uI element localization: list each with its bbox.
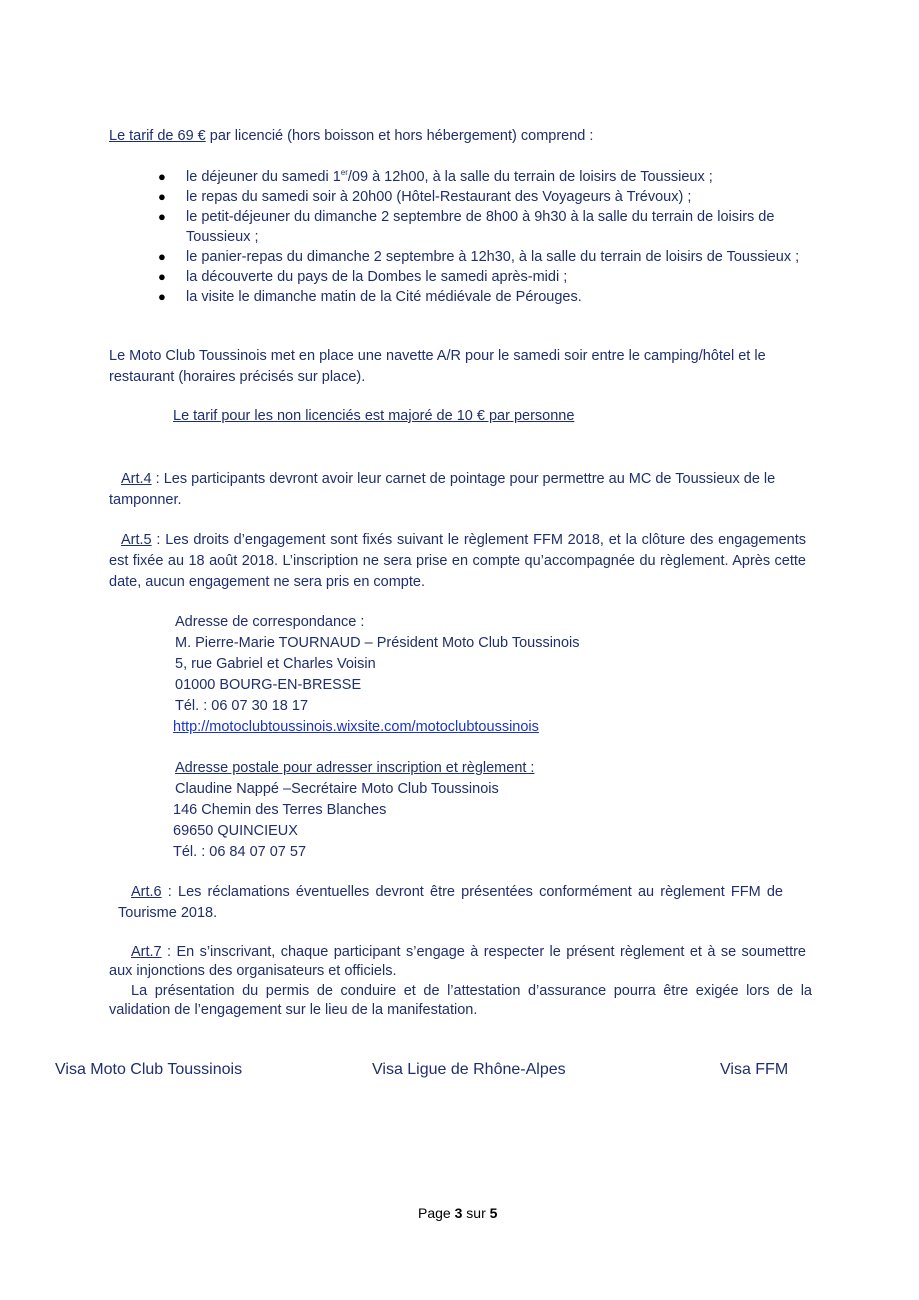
postal-street: 146 Chemin des Terres Blanches xyxy=(173,802,387,818)
correspondence-city: 01000 BOURG-EN-BRESSE xyxy=(175,677,362,693)
bullet-icon: ● xyxy=(158,249,166,264)
bullet-icon: ● xyxy=(158,289,166,304)
article-4-text: : Les participants devront avoir leur carnet de pointage pour permettre au MC de Toussieux de le tamponner. xyxy=(109,471,776,508)
correspondence-phone: Tél. : 06 07 30 18 17 xyxy=(175,698,309,714)
list-item: ● le repas du samedi soir à 20h00 (Hôtel-Restaurant des Voyageurs à Trévoux) ; xyxy=(158,189,692,205)
article-6 xyxy=(118,882,783,924)
club-website-link[interactable]: http://motoclubtoussinois.wixsite.com/motoclubtoussinois xyxy=(173,719,539,735)
list-item: ● la découverte du pays de la Dombes le samedi après-midi ; xyxy=(158,269,568,285)
inclusions-list xyxy=(158,167,818,307)
list-item: ● la visite le dimanche matin de la Cité médiévale de Pérouges. xyxy=(158,289,582,305)
page-total: 5 xyxy=(489,1205,498,1221)
article-7-extra: La présentation du permis de conduire et de l’attestation d’assurance pourra être exigée lors de la validation de l’engagement sur le lieu de la manifestation. xyxy=(109,983,812,1018)
correspondence-address xyxy=(175,612,580,738)
article-7 xyxy=(109,943,806,981)
correspondence-name: M. Pierre-Marie TOURNAUD – Président Moto Club Toussinois xyxy=(175,635,580,651)
page-number: Page 3 sur 5 xyxy=(418,1205,498,1221)
article-7-text: : En s’inscrivant, chaque participant s’engage à respecter le présent règlement et à se soumettre aux injonctions des organisateurs et officiels. xyxy=(109,944,806,979)
postal-city: 69650 QUINCIEUX xyxy=(173,823,298,839)
article-5-text: : Les droits d’engagement sont fixés suivant le règlement FFM 2018, et la clôture des engagements est fixée au 18 août 2018. L’inscription ne sera prise en compte qu’accompagnée du règlement. Après cette date, aucun engagement ne sera pris en compte. xyxy=(109,532,806,590)
postal-name: Claudine Nappé –Secrétaire Moto Club Toussinois xyxy=(175,781,499,797)
bullet-icon: ● xyxy=(158,169,166,184)
article-4-label: Art.4 xyxy=(121,471,152,487)
visa-ligue: Visa Ligue de Rhône-Alpes xyxy=(372,1061,566,1078)
list-item: ● le panier-repas du dimanche 2 septembre à 12h30, à la salle du terrain de loisirs de Toussieux ; xyxy=(158,249,800,265)
list-item: ● le petit-déjeuner du dimanche 2 septembre de 8h00 à 9h30 à la salle du terrain de loisirs de Toussieux ; xyxy=(158,209,775,245)
tarif-text: par licencié (hors boisson et hors hébergement) comprend : xyxy=(209,128,594,144)
tarif-intro xyxy=(109,128,593,144)
article-5 xyxy=(109,530,806,593)
postal-title: Adresse postale pour adresser inscription et règlement : xyxy=(175,760,535,776)
bullet-icon: ● xyxy=(158,189,166,204)
visa-ffm: Visa FFM xyxy=(720,1061,789,1078)
list-item: ● le déjeuner du samedi 1er/09 à 12h00, à la salle du terrain de loisirs de Toussieux ; xyxy=(158,168,713,185)
navette-paragraph: Le Moto Club Toussinois met en place une navette A/R pour le samedi soir entre le camping/hôtel et le restaurant (horaires précisés sur place). xyxy=(109,348,766,385)
postal-phone: Tél. : 06 84 07 07 57 xyxy=(173,844,307,860)
non-licencies-note: Le tarif pour les non licenciés est majoré de 10 € par personne xyxy=(173,408,575,424)
bullet-icon: ● xyxy=(158,269,166,284)
correspondence-street: 5, rue Gabriel et Charles Voisin xyxy=(175,656,376,672)
postal-address xyxy=(175,758,534,863)
article-6-text: : Les réclamations éventuelles devront être présentées conformément au règlement FFM de Tourisme 2018. xyxy=(118,884,783,921)
article-7-label: Art.7 xyxy=(131,944,162,960)
visa-club: Visa Moto Club Toussinois xyxy=(55,1061,243,1078)
page-current: 3 xyxy=(454,1205,463,1221)
article-5-label: Art.5 xyxy=(121,532,152,548)
tarif-label: Le tarif de 69 € xyxy=(109,128,206,144)
article-6-label: Art.6 xyxy=(131,884,162,900)
bullet-icon: ● xyxy=(158,209,166,224)
article-4 xyxy=(109,469,809,511)
correspondence-title: Adresse de correspondance : xyxy=(175,614,365,630)
